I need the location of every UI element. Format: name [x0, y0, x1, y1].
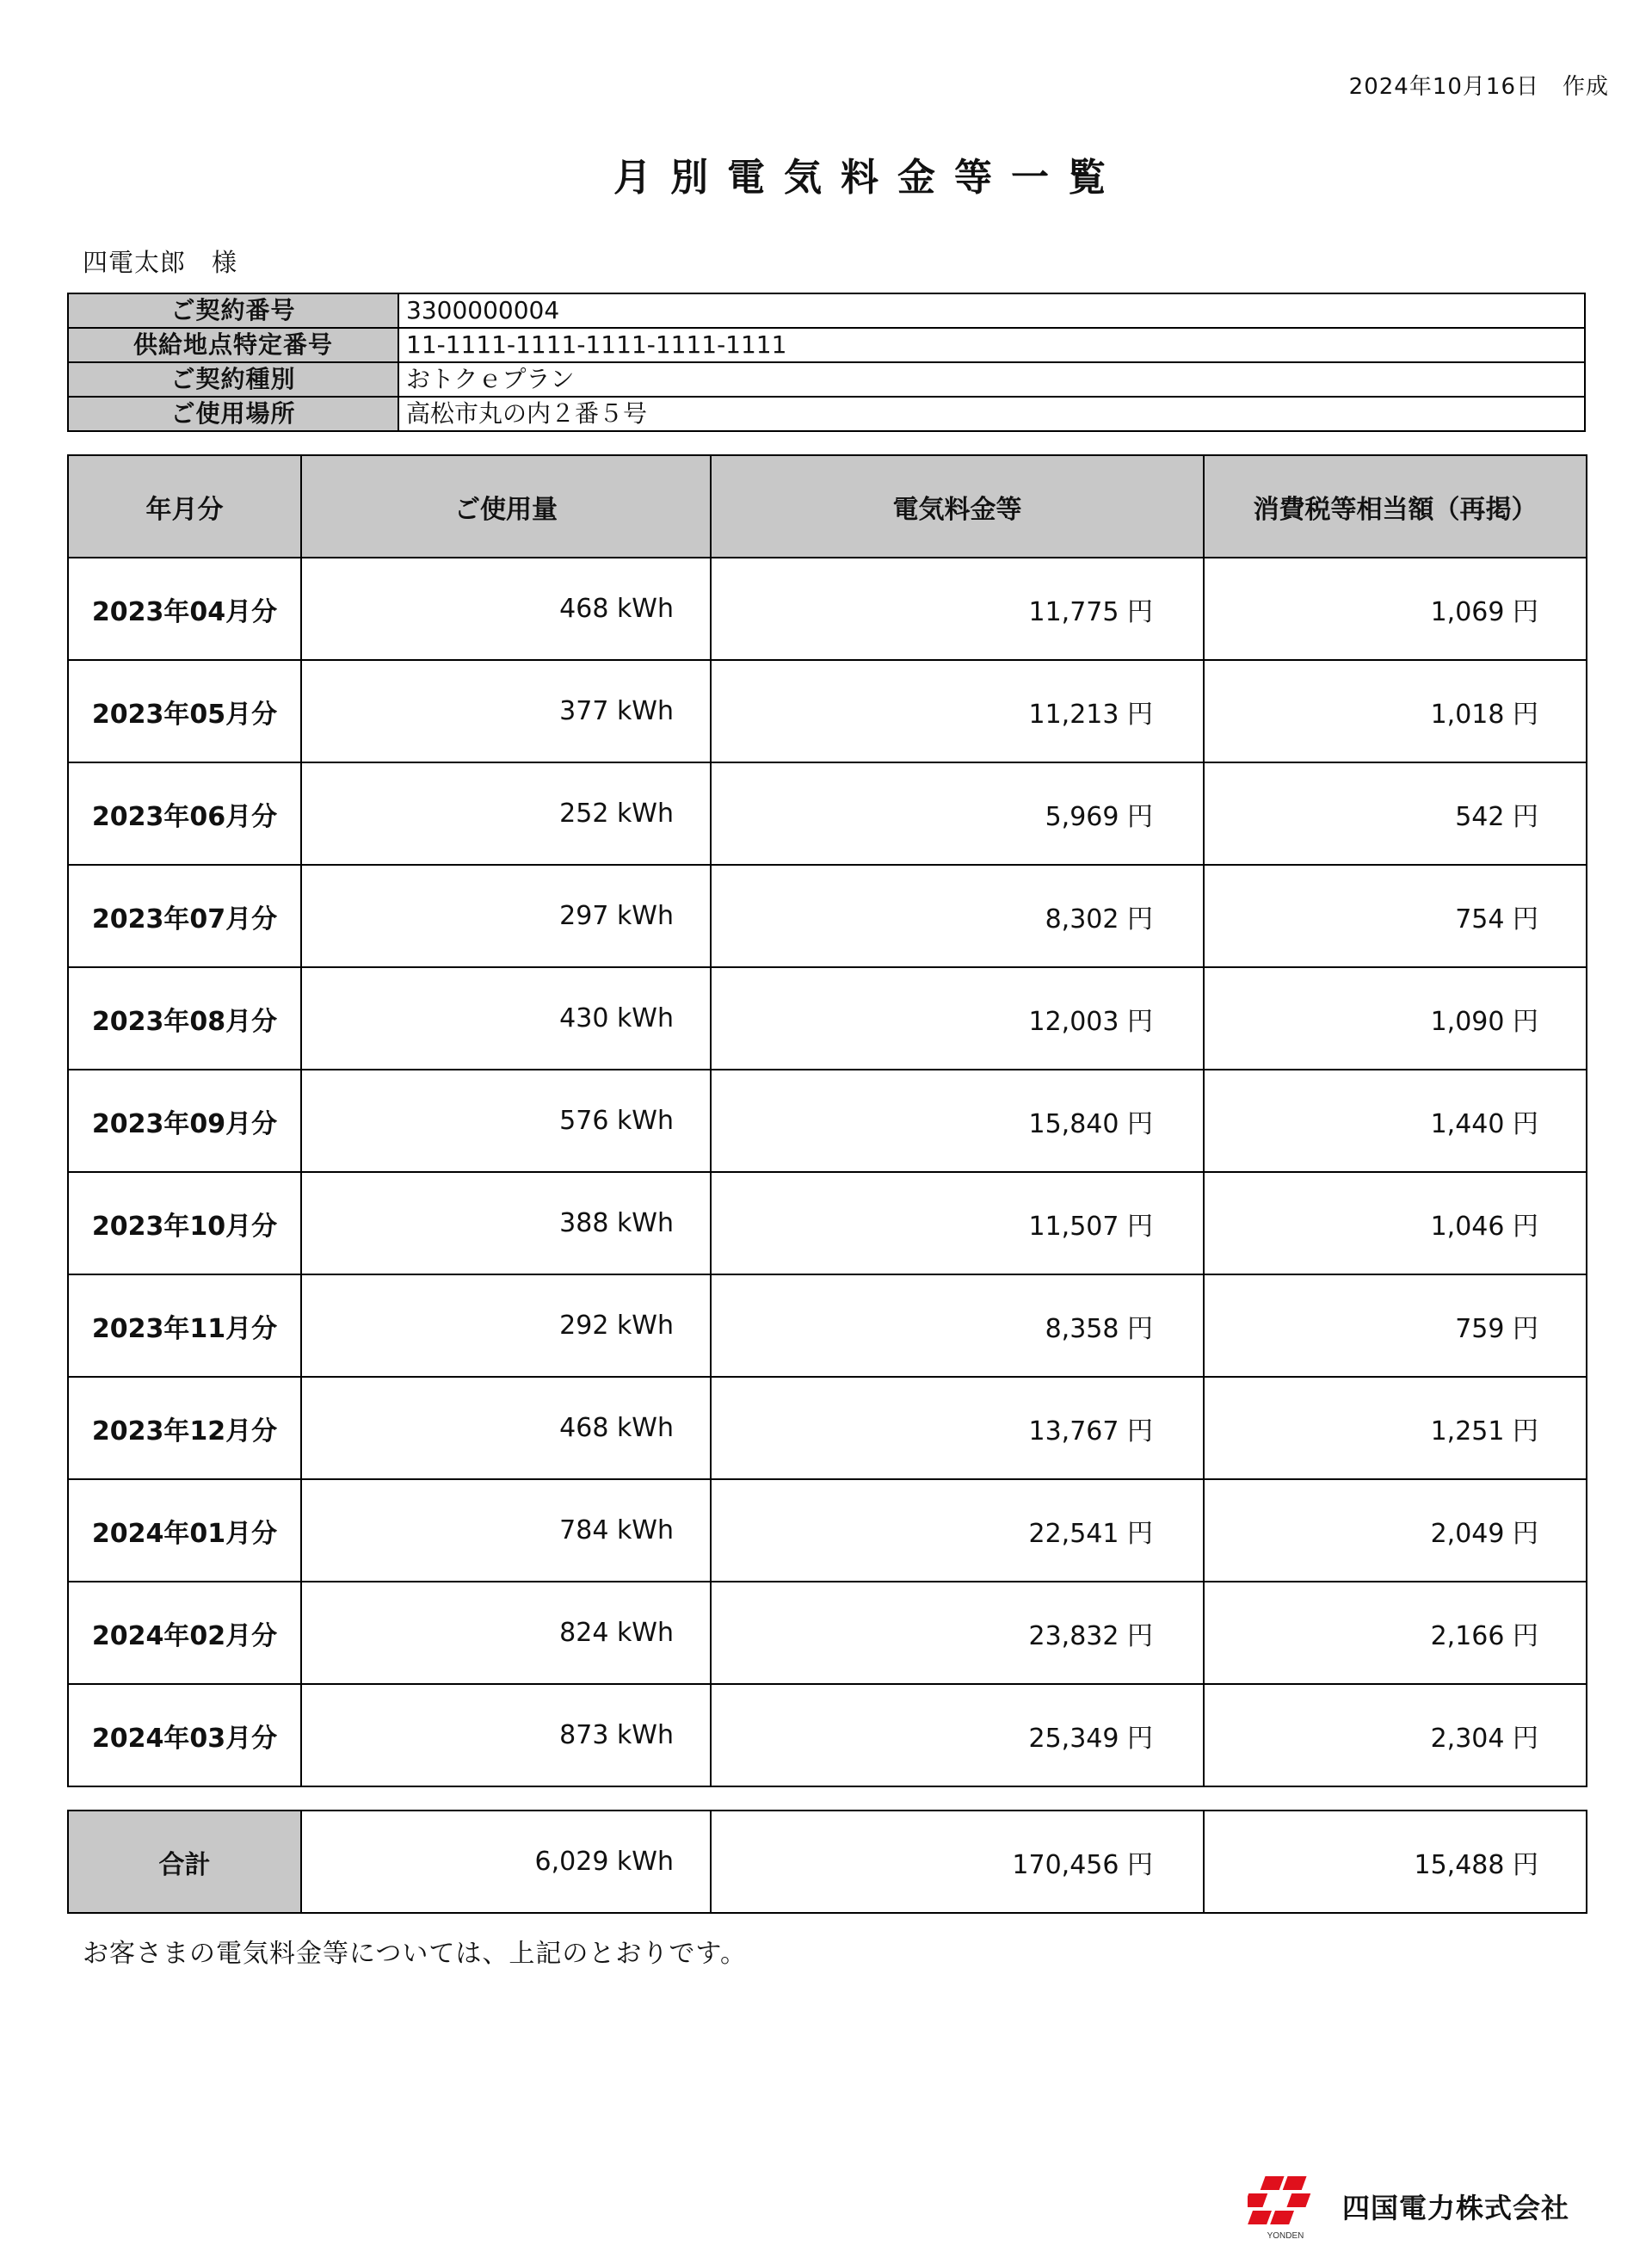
table-row — [68, 1582, 1587, 1684]
column-header-month: 年月分 — [68, 455, 301, 558]
charge-cell: 12,003 円 — [711, 967, 1204, 1070]
info-value: 3300000004 — [398, 293, 1585, 328]
total-usage: 6,029 kWh — [301, 1811, 711, 1913]
charge-cell: 11,213 円 — [711, 660, 1204, 762]
usage-cell: 576 kWh — [301, 1070, 711, 1172]
tax-cell: 2,049 円 — [1204, 1479, 1587, 1582]
charge-cell: 22,541 円 — [711, 1479, 1204, 1582]
column-header-tax: 消費税等相当額（再掲） — [1204, 455, 1587, 558]
charge-cell: 5,969 円 — [711, 762, 1204, 865]
usage-cell: 377 kWh — [301, 660, 711, 762]
month-cell: 2024年02月分 — [68, 1582, 301, 1684]
usage-cell: 824 kWh — [301, 1582, 711, 1684]
table-row — [68, 1377, 1587, 1479]
created-date: 2024年10月16日 作成 — [1348, 74, 1609, 100]
tax-cell: 1,440 円 — [1204, 1070, 1587, 1172]
month-cell: 2023年07月分 — [68, 865, 301, 967]
company-name: 四国電力株式会社 — [1342, 2192, 1570, 2224]
total-row — [68, 1811, 1587, 1913]
month-cell: 2023年04月分 — [68, 558, 301, 660]
charge-cell: 23,832 円 — [711, 1582, 1204, 1684]
table-row — [68, 762, 1587, 865]
month-cell: 2023年06月分 — [68, 762, 301, 865]
tax-cell: 1,090 円 — [1204, 967, 1587, 1070]
info-row — [68, 362, 1585, 397]
charge-cell: 13,767 円 — [711, 1377, 1204, 1479]
charge-cell: 11,775 円 — [711, 558, 1204, 660]
column-header-charge: 電気料金等 — [711, 455, 1204, 558]
info-value: 11-1111-1111-1111-1111-1111 — [398, 328, 1585, 362]
month-cell: 2023年05月分 — [68, 660, 301, 762]
footer-note: お客さまの電気料金等については、上記のとおりです。 — [83, 1939, 747, 1969]
month-cell: 2023年08月分 — [68, 967, 301, 1070]
table-row — [68, 1274, 1587, 1377]
tax-cell: 1,018 円 — [1204, 660, 1587, 762]
charge-cell: 8,358 円 — [711, 1274, 1204, 1377]
tax-cell: 1,069 円 — [1204, 558, 1587, 660]
month-cell: 2023年10月分 — [68, 1172, 301, 1274]
info-row — [68, 328, 1585, 362]
tax-cell: 542 円 — [1204, 762, 1587, 865]
table-row — [68, 865, 1587, 967]
usage-cell: 252 kWh — [301, 762, 711, 865]
charge-cell: 15,840 円 — [711, 1070, 1204, 1172]
usage-cell: 784 kWh — [301, 1479, 711, 1582]
total-table — [67, 1810, 1587, 1914]
month-cell: 2023年11月分 — [68, 1274, 301, 1377]
total-tax: 15,488 円 — [1204, 1811, 1587, 1913]
tax-cell: 1,046 円 — [1204, 1172, 1587, 1274]
tax-cell: 759 円 — [1204, 1274, 1587, 1377]
table-row — [68, 967, 1587, 1070]
total-charge: 170,456 円 — [711, 1811, 1204, 1913]
usage-cell: 292 kWh — [301, 1274, 711, 1377]
tax-cell: 2,304 円 — [1204, 1684, 1587, 1786]
info-row — [68, 293, 1585, 328]
yonden-logo-icon — [1248, 2173, 1325, 2242]
info-value: 高松市丸の内２番５号 — [398, 397, 1585, 431]
charge-cell: 8,302 円 — [711, 865, 1204, 967]
monthly-charges-table — [67, 454, 1587, 1787]
charge-cell: 11,507 円 — [711, 1172, 1204, 1274]
usage-cell: 388 kWh — [301, 1172, 711, 1274]
usage-cell: 468 kWh — [301, 1377, 711, 1479]
document-title: 月別電気料金等一覧 — [613, 156, 1125, 200]
contract-info-table — [67, 293, 1586, 432]
info-label: ご契約種別 — [68, 362, 398, 397]
month-cell: 2023年09月分 — [68, 1070, 301, 1172]
table-row — [68, 1684, 1587, 1786]
table-row — [68, 558, 1587, 660]
table-row — [68, 1070, 1587, 1172]
month-cell: 2024年03月分 — [68, 1684, 301, 1786]
info-label: ご使用場所 — [68, 397, 398, 431]
usage-cell: 430 kWh — [301, 967, 711, 1070]
table-row — [68, 660, 1587, 762]
column-header-usage: ご使用量 — [301, 455, 711, 558]
month-cell: 2023年12月分 — [68, 1377, 301, 1479]
tax-cell: 1,251 円 — [1204, 1377, 1587, 1479]
usage-cell: 873 kWh — [301, 1684, 711, 1786]
info-row — [68, 397, 1585, 431]
charge-cell: 25,349 円 — [711, 1684, 1204, 1786]
table-row — [68, 1479, 1587, 1582]
logo-caption: YONDEN — [1267, 2231, 1304, 2241]
usage-cell: 468 kWh — [301, 558, 711, 660]
total-label: 合計 — [68, 1811, 301, 1913]
info-label: 供給地点特定番号 — [68, 328, 398, 362]
table-row — [68, 1172, 1587, 1274]
table-header-row — [68, 455, 1587, 558]
company-logo — [1248, 2173, 1609, 2242]
tax-cell: 2,166 円 — [1204, 1582, 1587, 1684]
usage-cell: 297 kWh — [301, 865, 711, 967]
info-label: ご契約番号 — [68, 293, 398, 328]
month-cell: 2024年01月分 — [68, 1479, 301, 1582]
tax-cell: 754 円 — [1204, 865, 1587, 967]
info-value: おトクｅプラン — [398, 362, 1585, 397]
customer-name: 四電太郎 様 — [83, 248, 238, 277]
